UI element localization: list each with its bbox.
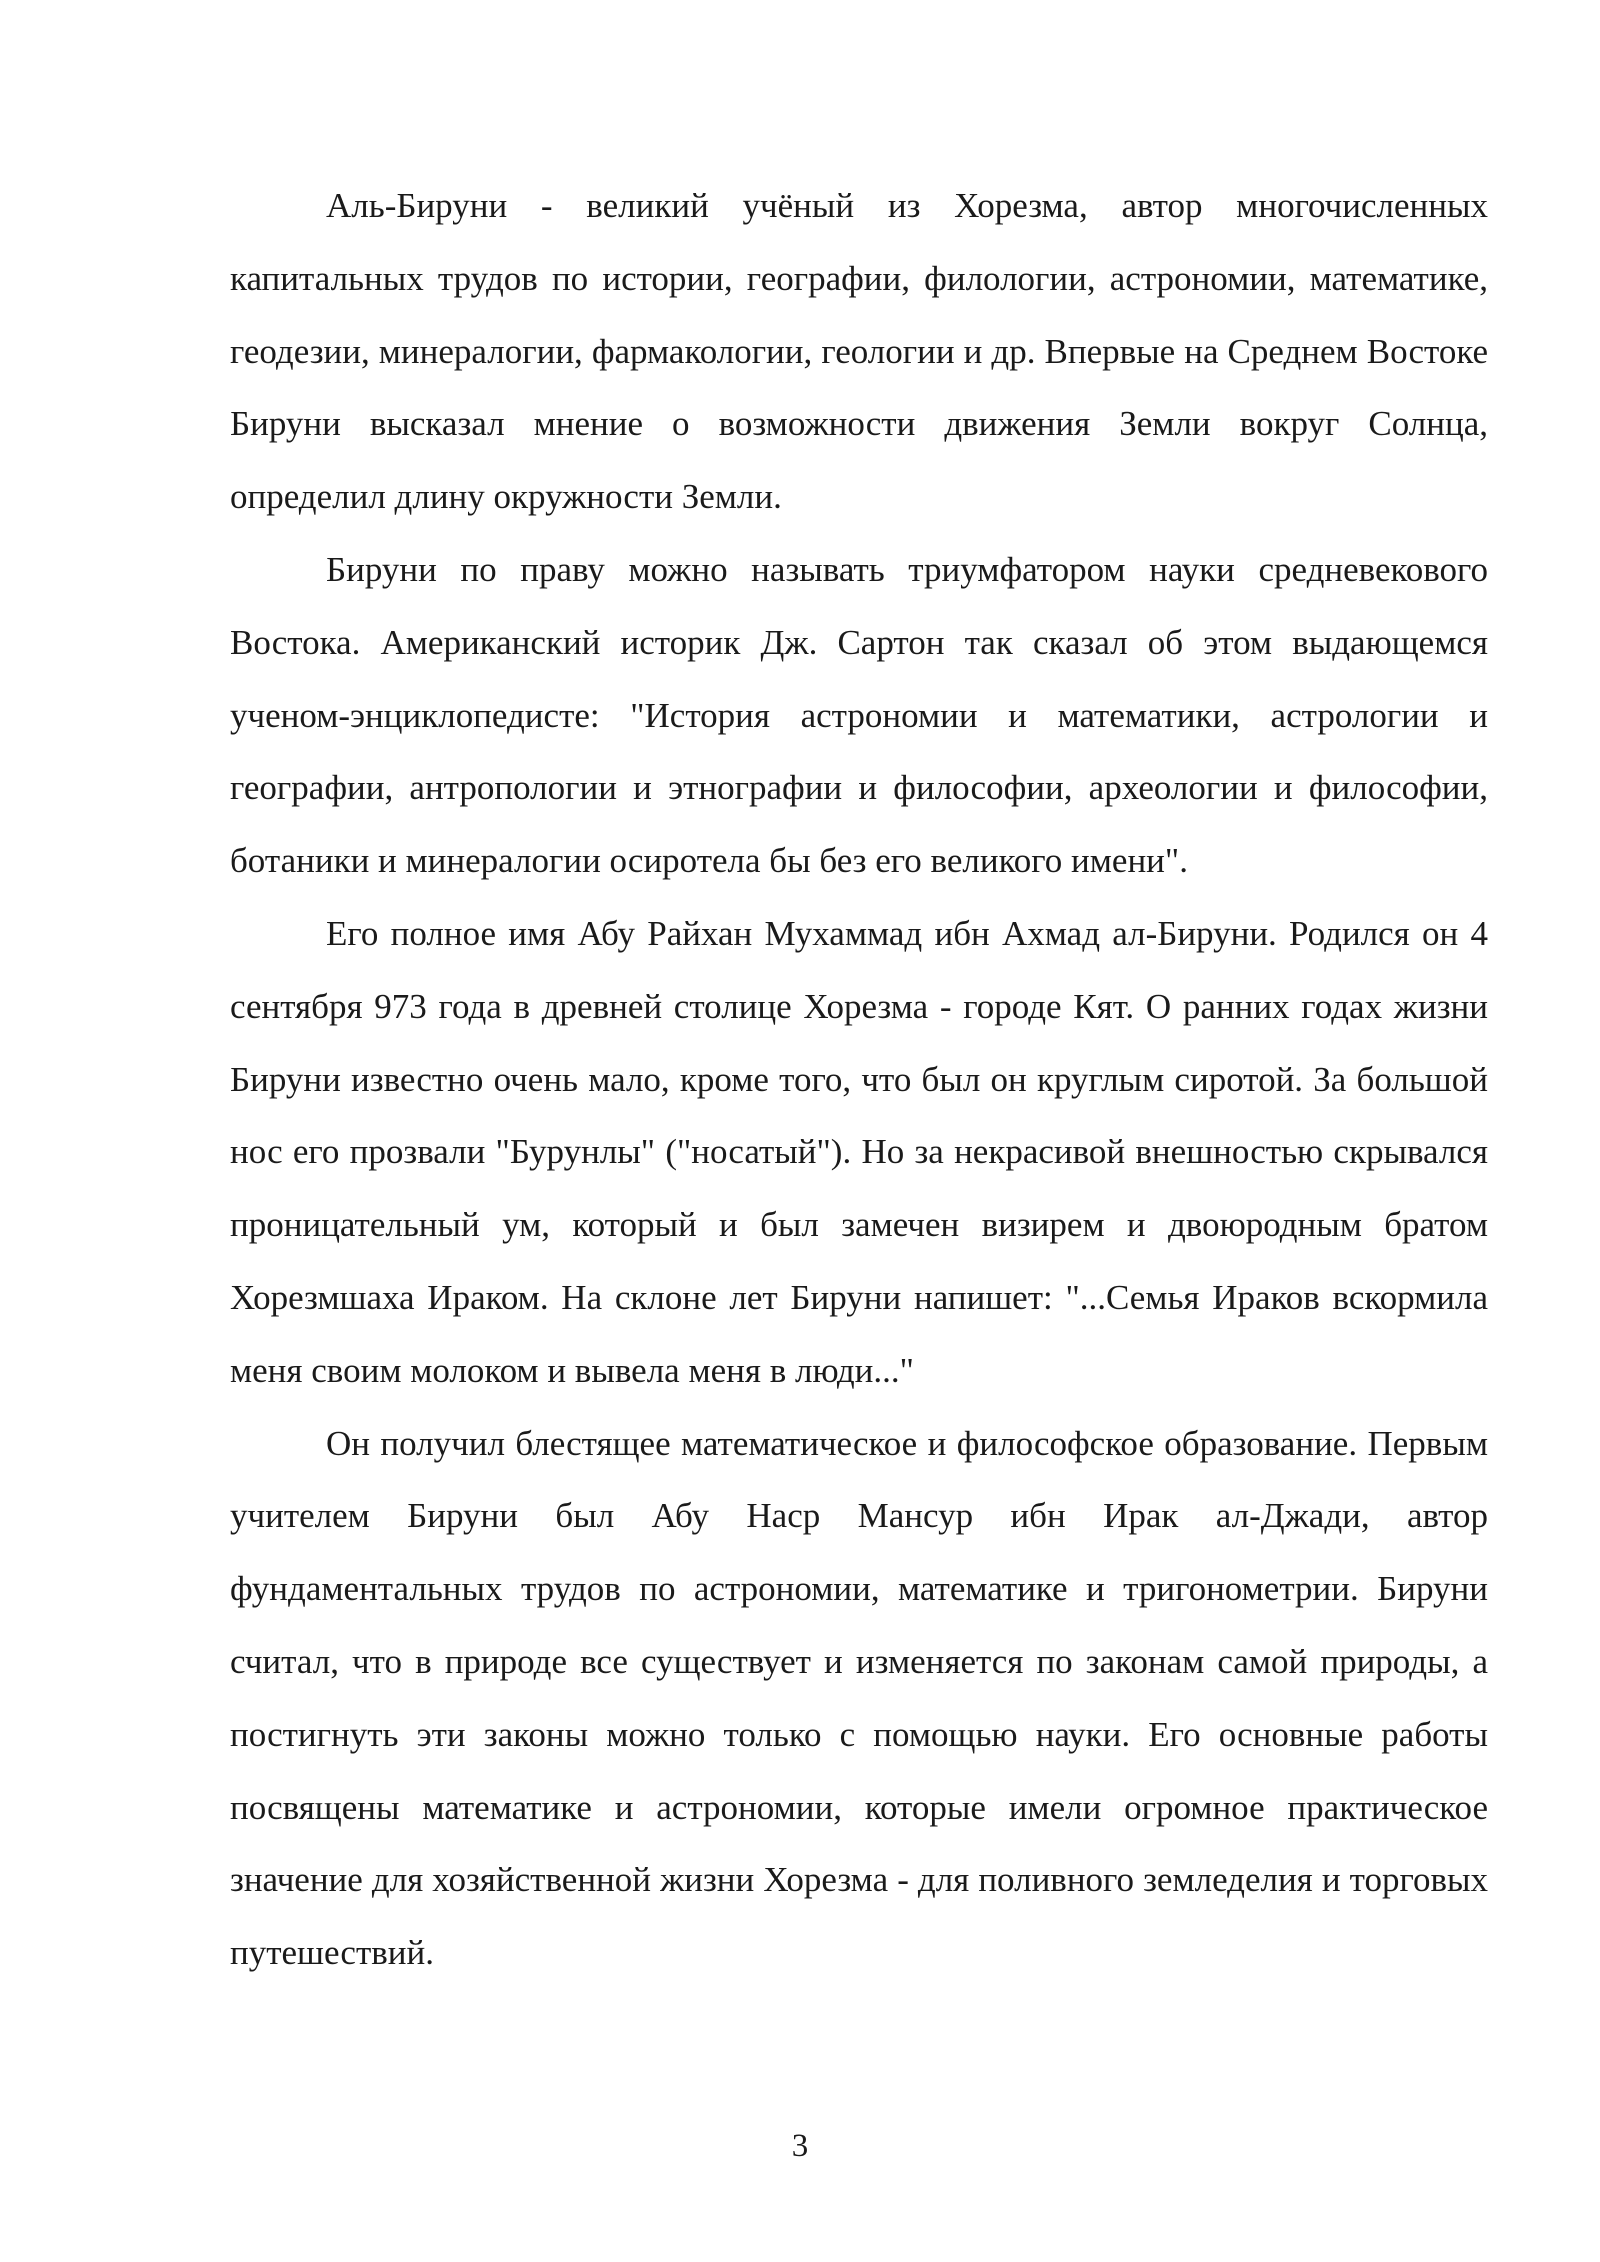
body-text: [230, 170, 1488, 1990]
paragraph-4: Он получил блестящее математическое и философское образование. Первым учителем Бируни был Абу Наср Мансур ибн Ирак ал-Джади, автор фундаментальных трудов по астрономии, математике и тригонометрии. Бируни считал, что в природе все существует и изменяется по законам самой природы, а постигнуть эти законы можно только с помощью науки. Его основные работы посвящены математике и астрономии, которые имели огромное практическое значение для хозяйственной жизни Хорезма - для поливного земледелия и торговых путешествий.: [230, 1423, 1488, 1973]
paragraph-2: Бируни по праву можно называть триумфатором науки средневекового Востока. Американский историк Дж. Сартон так сказал об этом выдающемся ученом-энциклопедисте: "История астрономии и математики, астрологии и географии, антропологии и этнографии и философии, археологии и философии, ботаники и минералогии осиротела бы без его великого имени".: [230, 549, 1488, 881]
page-number: 3: [791, 2128, 809, 2164]
paragraph-1: Аль-Бируни - великий учёный из Хорезма, автор многочисленных капитальных трудов по истории, географии, филологии, астрономии, математике, геодезии, минералогии, фармакологии, геологии и др. Впервые на Среднем Востоке Бируни высказал мнение о возможности движения Земли вокруг Солнца, определил длину окружности Земли.: [230, 186, 1488, 517]
paragraph-3: Его полное имя Абу Райхан Мухаммад ибн Ахмад ал-Бируни. Родился он 4 сентября 973 года в древней столице Хорезма - городе Кят. О ранних годах жизни Бируни известно очень мало, кроме того, что был он круглым сиротой. За большой нос его прозвали "Бурунлы" ("носатый"). Но за некрасивой внешностью скрывался проницательный ум, который и был замечен визирем и двоюродным братом Хорезмшаха Ираком. На склоне лет Бируни напишет: "...Семья Ираков вскормила меня своим молоком и вывела меня в люди...": [230, 913, 1488, 1390]
